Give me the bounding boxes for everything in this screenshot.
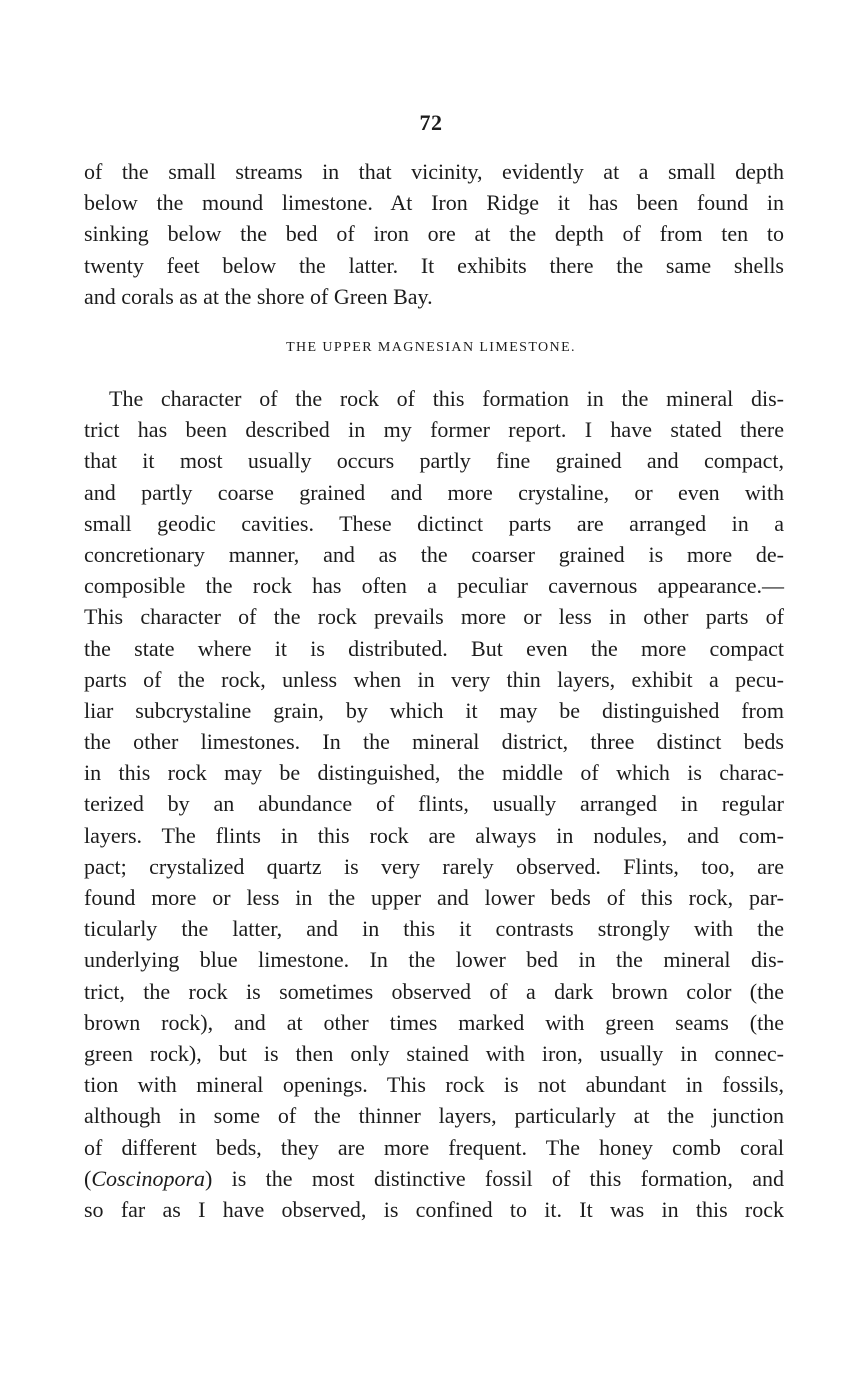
text-line: below the mound limestone. At Iron Ridge it has been found in — [84, 190, 784, 216]
text-line: and corals as at the shore of Green Bay. — [84, 283, 433, 309]
text-line: twenty feet below the latter. It exhibits there the same shells — [84, 252, 784, 278]
text-line: so far as I have observed, is confined to it. It was in this rock — [84, 1196, 784, 1222]
text-line: although in some of the thinner layers, particularly at the junction — [84, 1103, 784, 1129]
text-line: composible the rock has often a peculiar cavernous appearance.— — [84, 573, 784, 599]
text-line: in this rock may be distinguished, the middle of which is charac- — [84, 760, 784, 786]
text-line: concretionary manner, and as the coarser grained is more de- — [84, 541, 784, 567]
text-line: tion with mineral openings. This rock is not abundant in fossils, — [84, 1072, 784, 1098]
text-line: and partly coarse grained and more crystaline, or even with — [84, 479, 784, 505]
text-line: liar subcrystaline grain, by which it may be distinguished from — [84, 697, 784, 723]
text-line: found more or less in the upper and lower beds of this rock, par- — [84, 885, 784, 910]
text-line: of the small streams in that vicinity, evidently at a small depth — [84, 159, 784, 184]
top-paragraph — [84, 156, 784, 312]
text-line: the other limestones. In the mineral district, three distinct beds — [84, 729, 784, 755]
text-line: of different beds, they are more frequent. The honey comb coral — [84, 1134, 784, 1160]
text-line: underlying blue limestone. In the lower bed in the mineral dis- — [84, 947, 784, 973]
text-line: the state where it is distributed. But even the more compact — [84, 635, 784, 661]
text-line: that it most usually occurs partly fine grained and compact, — [84, 448, 784, 474]
text-line: sinking below the bed of iron ore at the depth of from ten to — [84, 221, 784, 247]
text-line: This character of the rock prevails more or less in other parts of — [84, 604, 784, 630]
text-line: small geodic cavities. These dictinct parts are arranged in a — [84, 510, 784, 536]
text-line: green rock), but is then only stained with iron, usually in connec- — [84, 1040, 784, 1066]
page-number: 72 — [419, 110, 443, 135]
section-heading: THE UPPER MAGNESIAN LIMESTONE. — [286, 340, 576, 355]
text-line: parts of the rock, unless when in very thin layers, exhibit a pecu- — [84, 666, 784, 692]
text-line: ticularly the latter, and in this it contrasts strongly with the — [84, 916, 784, 942]
text-line: trict has been described in my former report. I have stated there — [84, 417, 784, 443]
text-line: pact; crystalized quartz is very rarely observed. Flints, too, are — [84, 853, 784, 879]
text-line: (Coscinopora) is the most distinctive fossil of this formation, and — [84, 1165, 784, 1191]
text-line: brown rock), and at other times marked with green seams (the — [84, 1009, 784, 1035]
genus-name: Coscinopora — [91, 1165, 206, 1191]
text-line: terized by an abundance of flints, usually arranged in regular — [84, 791, 784, 817]
text-line: The character of the rock of this formation in the mineral dis- — [109, 386, 784, 411]
text-line: layers. The flints in this rock are always in nodules, and com- — [84, 822, 784, 848]
text-line: trict, the rock is sometimes observed of a dark brown color (the — [84, 978, 784, 1004]
body-paragraph — [84, 383, 784, 1225]
